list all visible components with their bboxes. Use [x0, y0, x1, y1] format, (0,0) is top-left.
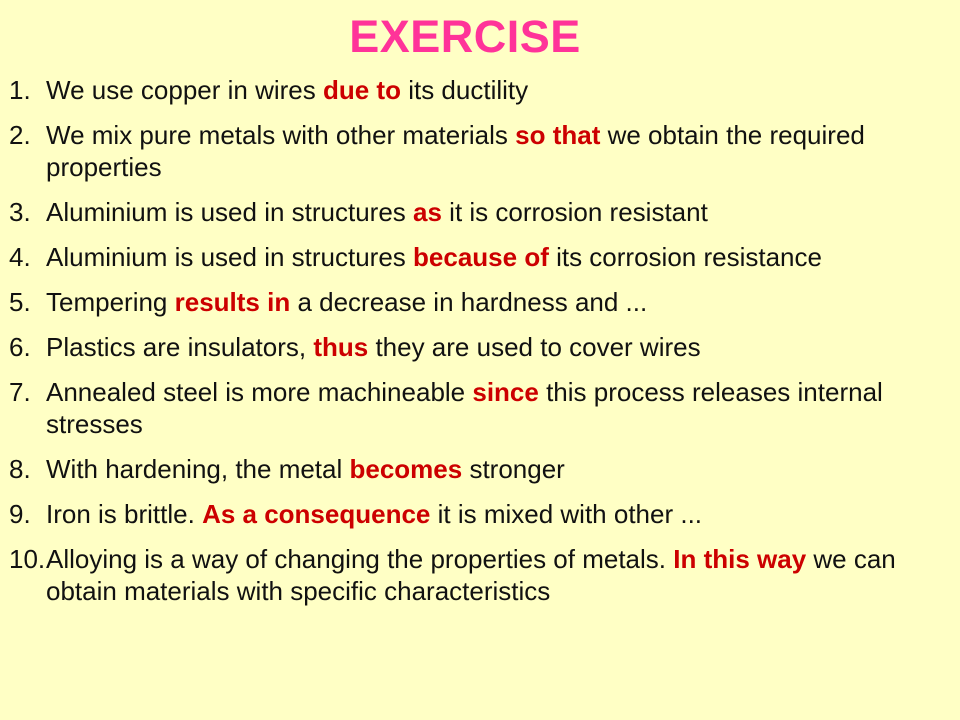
item-text: stronger	[462, 454, 565, 484]
item-text: We use copper in wires	[46, 75, 323, 105]
item-text: Aluminium is used in structures	[46, 197, 414, 227]
page-title: EXERCISE	[349, 11, 581, 62]
list-item	[9, 74, 949, 106]
linking-phrase: thus	[313, 332, 369, 362]
item-text: they are used to cover wires	[368, 332, 701, 362]
item-number: 4.	[9, 242, 31, 272]
item-text: With hardening, the metal	[46, 454, 350, 484]
item-text: this process releases internal stresses	[46, 377, 883, 439]
item-text: Aluminium is used in structures	[46, 242, 414, 272]
linking-phrase: results in	[174, 287, 291, 317]
item-number: 5.	[9, 287, 31, 317]
item-text: Annealed steel is more machineable	[46, 377, 473, 407]
linking-phrase: so that	[515, 120, 601, 150]
item-text: its ductility	[400, 75, 529, 105]
list-item	[9, 331, 949, 363]
item-text: it is mixed with other ...	[430, 499, 703, 529]
linking-phrase: since	[472, 377, 539, 407]
item-number: 3.	[9, 197, 31, 227]
item-number: 8.	[9, 454, 31, 484]
item-text: Alloying is a way of changing the properties of metals.	[46, 544, 674, 574]
item-text: Tempering	[46, 287, 175, 317]
item-text: it is corrosion resistant	[441, 197, 708, 227]
list-item	[9, 241, 949, 273]
linking-phrase: due to	[322, 75, 401, 105]
item-text: we obtain the required properties	[46, 120, 865, 182]
list-item	[9, 543, 949, 607]
linking-phrase: As a consequence	[202, 499, 431, 529]
item-number: 10.	[9, 544, 46, 574]
exercise-list	[9, 74, 949, 620]
list-item	[9, 119, 949, 183]
linking-phrase: as	[413, 197, 442, 227]
item-text: its corrosion resistance	[548, 242, 822, 272]
item-number: 1.	[9, 75, 31, 105]
linking-phrase: becomes	[349, 454, 463, 484]
item-text: Plastics are insulators,	[46, 332, 314, 362]
item-text: We mix pure metals with other materials	[46, 120, 516, 150]
item-text: Iron is brittle.	[46, 499, 203, 529]
list-item	[9, 286, 949, 318]
item-number: 2.	[9, 120, 31, 150]
item-number: 9.	[9, 499, 31, 529]
item-text: a decrease in hardness and ...	[290, 287, 648, 317]
list-item	[9, 453, 949, 485]
list-item	[9, 196, 949, 228]
linking-phrase: because of	[413, 242, 549, 272]
item-number: 6.	[9, 332, 31, 362]
list-item	[9, 498, 949, 530]
list-item	[9, 376, 949, 440]
linking-phrase: In this way	[673, 544, 807, 574]
item-number: 7.	[9, 377, 31, 407]
item-text: we can obtain materials with specific characteristics	[46, 544, 896, 606]
